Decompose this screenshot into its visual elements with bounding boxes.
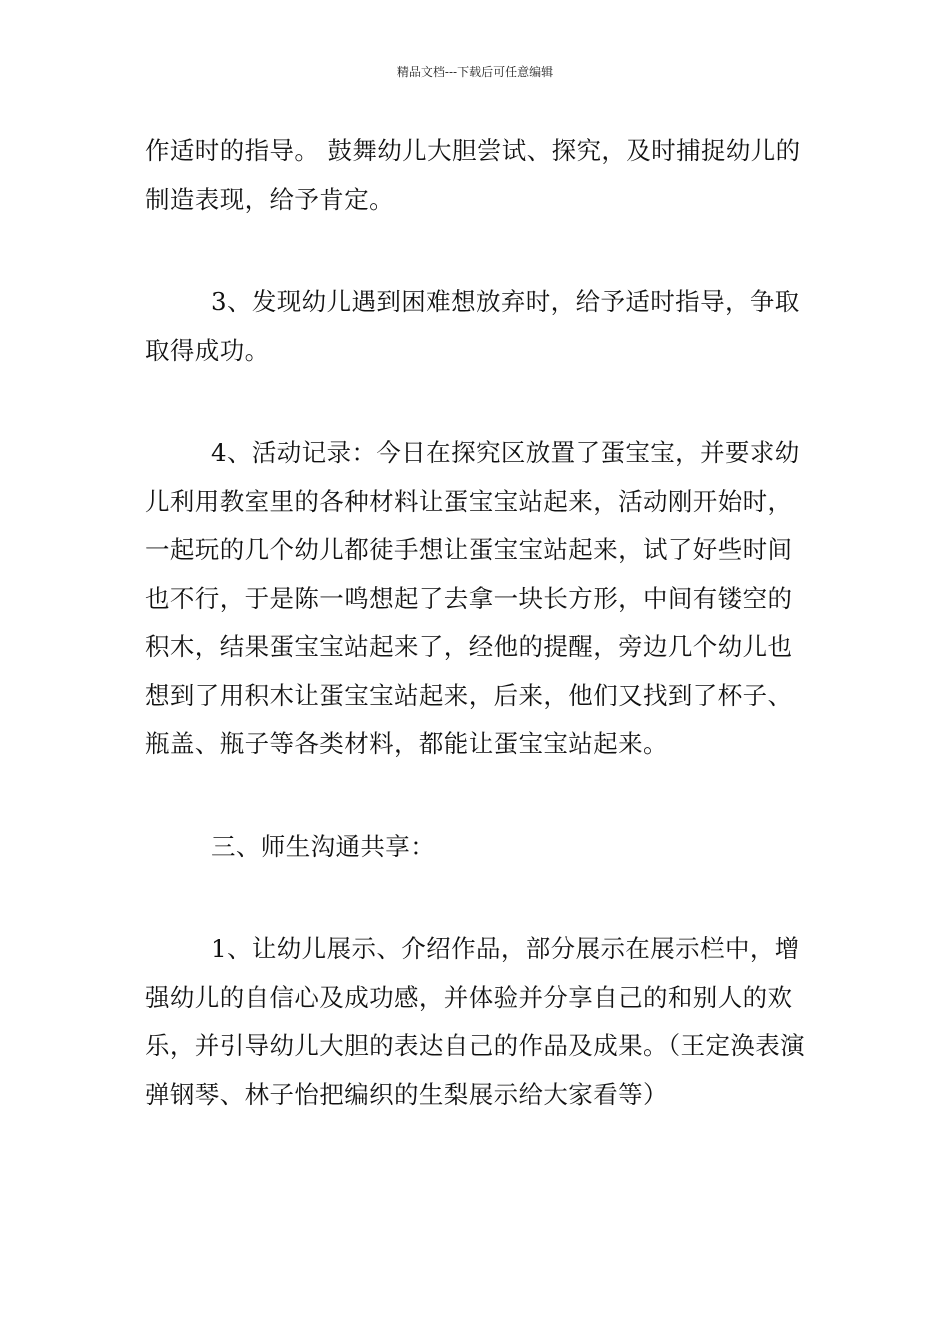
page-header: 精品文档---下载后可任意编辑 (396, 65, 554, 79)
paragraph-item-1: 1、让幼儿展示、介绍作品，部分展示在展示栏中，增强幼儿的自信心及成功感，并体验并分享自己的和别人的欢乐，并引导幼儿大胆的表达自己的作品及成果。（王定涣表演弹钢琴、林子怡把编织的生梨展示给大家看等） (145, 934, 806, 1109)
document-body (145, 127, 807, 1119)
paragraph-item-4: 4、活动记录：今日在探究区放置了蛋宝宝，并要求幼儿利用教室里的各种材料让蛋宝宝站起来，活动刚开始时，一起玩的几个幼儿都徒手想让蛋宝宝站起来，试了好些时间也不行，于是陈一鸣想起了去拿一块长方形，中间有镂空的积木，结果蛋宝宝站起来了，经他的提醒，旁边几个幼儿也想到了用积木让蛋宝宝站起来，后来，他们又找到了杯子、瓶盖、瓶子等各类材料，都能让蛋宝宝站起来。 (145, 438, 800, 758)
section-heading-3: 三、师生沟通共享： (211, 831, 436, 861)
paragraph-item-3: 3、发现幼儿遇到困难想放弃时，给予适时指导，争取取得成功。 (145, 287, 800, 365)
paragraph-continuation: 作适时的指导。 鼓舞幼儿大胆尝试、探究，及时捕捉幼儿的制造表现，给予肯定。 (145, 136, 801, 214)
